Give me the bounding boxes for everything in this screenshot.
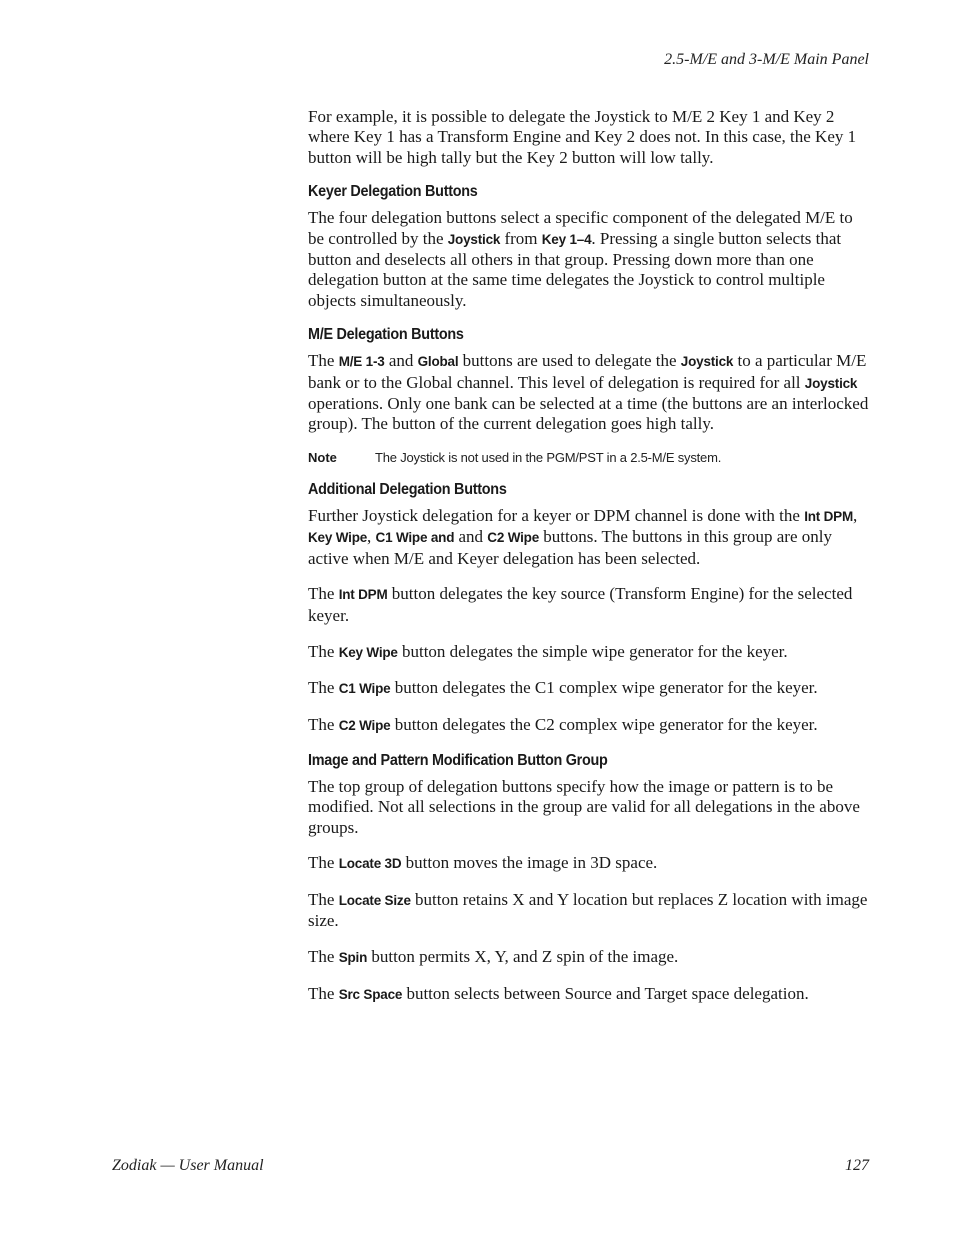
spin-paragraph [308,947,871,968]
keyer-delegation-heading: Keyer Delegation Buttons [308,183,478,201]
text-run: button retains X and Y location but replaces Z location with image size. [308,890,868,931]
text-run: The [308,715,339,735]
text-run: . Pressing a single button selects that button and deselects all others in that group. Pressing down more than one delegation button at the same time delegates the Joystick to control multiple objects simultaneously. [308,228,842,310]
button-name: Locate 3D [338,856,402,872]
body-column [308,107,871,1021]
text-run: to a particular M/E bank or to the Global channel. This level of delegation is required for all [308,351,867,392]
text-run: The [308,641,339,661]
button-name: C1 Wipe and [375,530,455,546]
c2-wipe-paragraph [308,715,871,736]
text-run: The [308,984,339,1004]
button-name: Global [417,354,459,370]
text-run: from [500,228,542,248]
button-name: Int DPM [804,509,854,525]
text-run: button delegates the C1 complex wipe generator for the keyer. [390,678,818,698]
button-name: Joystick [804,375,858,391]
text-run: button delegates the C2 complex wipe generator for the keyer. [390,715,818,735]
locate-3d-paragraph [308,853,871,874]
text-run: and [454,527,488,547]
text-run: button delegates the key source (Transform Engine) for the selected keyer. [308,584,853,625]
text-run: The four delegation buttons select a specific component of the delegated M/E to be controlled by the [308,208,853,248]
text-run: button selects between Source and Target space delegation. [402,984,809,1004]
button-name: Key 1–4 [541,231,592,247]
additional-delegation-paragraph [308,506,871,569]
me-delegation-paragraph [308,351,871,434]
intro-paragraph: For example, it is possible to delegate the Joystick to M/E 2 Key 1 and Key 2 where Key 1 has a Transform Engine and Key 2 does not. In this case, the Key 1 button will be high tally but the Key 2 button will low tally. [308,107,857,167]
keyer-delegation-paragraph [308,208,871,310]
locate-size-paragraph [308,890,871,932]
text-run: The [308,584,339,604]
text-run: The [308,351,339,371]
button-name: C2 Wipe [338,718,391,734]
text-run: The [308,947,339,967]
text-run: The [308,853,339,873]
text-run: The [308,678,339,698]
text-run: buttons. The buttons in this group are only active when M/E and Keyer delegation has been selected. [308,527,832,568]
button-name: Joystick [680,354,734,370]
button-name: C1 Wipe [338,681,391,697]
text-run: buttons are used to delegate the [458,351,681,371]
text-run: operations. Only one bank can be selected at a time (the buttons are an interlocked group). The button of the current delegation goes high tally. [308,393,869,434]
src-space-paragraph [308,984,871,1005]
text-run: button permits X, Y, and Z spin of the image. [367,947,679,967]
running-header: 2.5-M/E and 3-M/E Main Panel [664,51,869,68]
text-run: , [853,506,858,526]
button-name: Key Wipe [308,530,368,546]
note-text: The Joystick is not used in the PGM/PST in a 2.5-M/E system. [375,450,722,466]
image-pattern-paragraph: The top group of delegation buttons specify how the image or pattern is to be modified. Not all selections in the group are valid for all delegations in the above groups. [308,776,860,837]
button-name: C2 Wipe [487,530,540,546]
image-pattern-heading: Image and Pattern Modification Button Group [308,751,608,769]
c1-wipe-paragraph [308,678,871,699]
button-name: Locate Size [338,893,411,909]
button-name: Joystick [447,231,501,247]
text-run: The [308,890,339,910]
additional-delegation-heading: Additional Delegation Buttons [308,481,507,499]
button-name: M/E 1-3 [338,354,385,370]
text-run: button delegates the simple wipe generator for the keyer. [397,641,788,661]
button-name: Src Space [338,987,403,1003]
text-run: Further Joystick delegation for a keyer or DPM channel is done with the [308,506,805,526]
footer-title: Zodiak — User Manual [112,1157,264,1174]
text-run: button moves the image in 3D space. [401,853,658,873]
text-run: , [367,527,376,547]
button-name: Key Wipe [338,644,398,660]
button-name: Spin [338,950,368,966]
note-block [308,450,871,465]
button-name: Int DPM [338,587,388,603]
page-number: 127 [845,1157,869,1174]
text-run: and [384,351,418,371]
me-delegation-heading: M/E Delegation Buttons [308,326,464,344]
int-dpm-paragraph [308,584,871,626]
key-wipe-paragraph [308,642,871,663]
note-label: Note [308,450,337,466]
